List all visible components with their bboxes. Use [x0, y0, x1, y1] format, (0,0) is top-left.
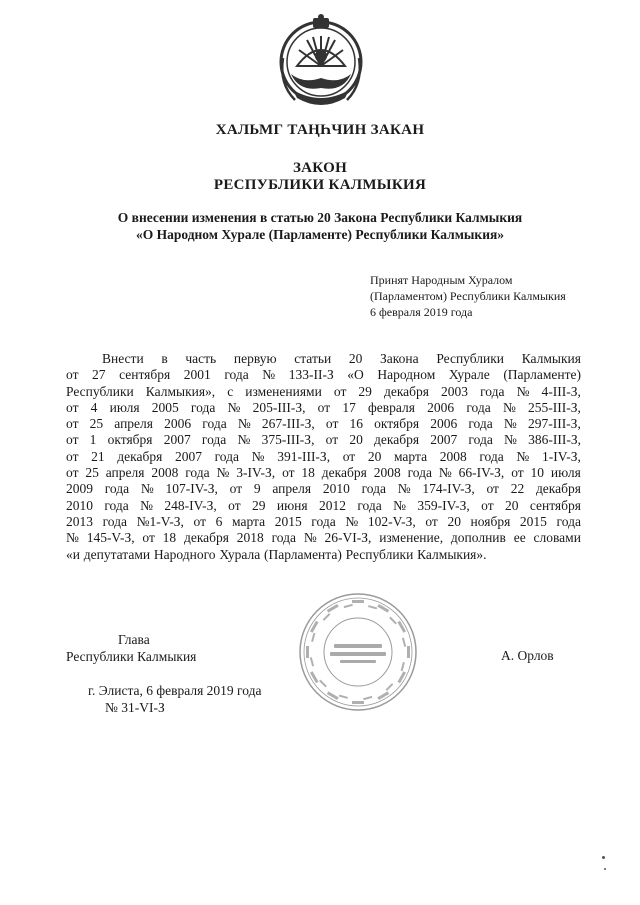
body-line: Внести в часть первую статьи 20 Закона Республики Калмыкия: [102, 351, 581, 366]
signatory-name: А. Орлов: [501, 648, 554, 663]
body-line: от 21 декабря 2007 года № 391-III-З, от 20 марта 2008 года № 1-IV-З,: [66, 448, 581, 464]
body-line: 2013 года №1-V-З, от 6 марта 2015 года № 102-V-З, от 20 ноября 2015 года: [66, 513, 581, 529]
signatory-title: [66, 631, 196, 665]
body-line: Республики Калмыкия», с изменениями от 29 декабря 2003 года № 4-III-З,: [66, 383, 581, 399]
body-line: от 25 апреля 2008 года № 3-IV-З, от 18 декабря 2008 года № 66-IV-З, от 10 июля: [66, 465, 581, 481]
place-and-date: [88, 682, 261, 716]
adoption-line-2: (Парламентом) Республики Калмыкия: [370, 289, 566, 303]
body-line: «и депутатами Народного Хурала (Парламента) Республики Калмыкия».: [66, 546, 487, 562]
law-subject-line-2: «О Народном Хурале (Парламенте) Республики Калмыкия»: [135, 227, 505, 242]
signatory-title-line-2: Республики Калмыкия: [66, 649, 197, 664]
body-line: 2010 года № 248-IV-З, от 29 июня 2012 года № 359-IV-З, от 20 сентября: [66, 497, 581, 513]
law-title: ЗАКОН: [292, 160, 348, 176]
law-subject-line-1: О внесении изменения в статью 20 Закона Республики Калмыкия: [117, 210, 523, 225]
body-line: от 27 сентября 2001 года № 133-II-З «О Народном Хурале (Парламенте): [66, 367, 581, 383]
republic-title: РЕСПУБЛИКИ КАЛМЫКИЯ: [213, 177, 427, 193]
adoption-line-1: Принят Народным Хуралом: [370, 273, 513, 287]
adoption-note: [370, 272, 566, 320]
scan-speck: [602, 856, 605, 859]
body-line: 2009 года № 107-IV-З, от 9 апреля 2010 года № 174-IV-З, от 22 декабря: [66, 481, 581, 497]
signatory-title-line-1: Глава: [118, 632, 150, 647]
body-line: от 25 апреля 2006 года № 267-III-З, от 16 октября 2006 года № 297-III-З,: [66, 416, 581, 432]
scan-speck: [604, 868, 606, 870]
official-seal: [296, 590, 420, 714]
adoption-date: 6 февраля 2019 года: [370, 305, 473, 319]
body-line: от 4 июля 2005 года № 205-III-З, от 17 февраля 2006 года № 255-III-З,: [66, 399, 581, 415]
coat-of-arms-emblem: [273, 14, 369, 114]
law-number: № 31-VI-З: [105, 700, 165, 715]
place-date-line: г. Элиста, 6 февраля 2019 года: [88, 683, 262, 698]
body-line: от 1 октября 2007 года № 375-III-З, от 20 декабря 2007 года № 386-III-З,: [66, 432, 581, 448]
body-line: № 145-V-З, от 18 декабря 2018 года № 26-VI-З, изменение, дополнив ее словами: [66, 530, 581, 546]
kalmyk-law-title: ХАЛЬМГ ТАҢҺЧИН ЗАКАН: [215, 122, 425, 138]
law-body-paragraph: [66, 351, 581, 563]
